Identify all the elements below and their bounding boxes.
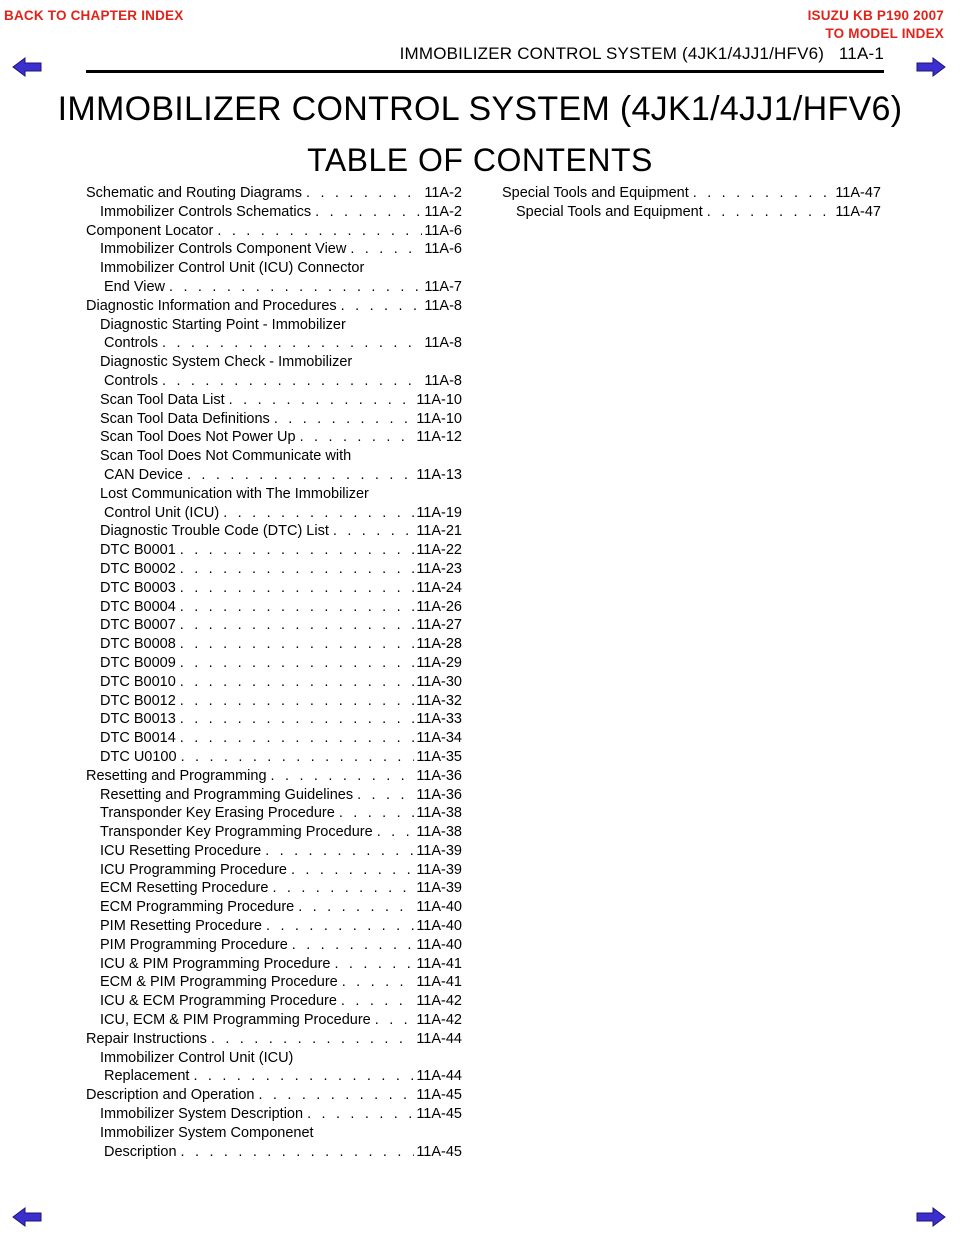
toc-entry-label: Description [104,1143,177,1160]
toc-entry[interactable] [86,222,462,241]
toc-leader-dots [342,973,415,992]
toc-entry-label: ECM & PIM Programming Procedure [100,974,338,991]
toc-entry[interactable] [86,1105,462,1124]
header-rule [86,70,884,73]
toc-entry-label: DTC B0013 [100,711,176,728]
toc-entry[interactable] [86,729,462,748]
toc-entry[interactable] [86,635,462,654]
back-to-chapter-index-link[interactable]: BACK TO CHAPTER INDEX [4,8,184,23]
toc-page-number: 11A-6 [424,222,462,239]
toc-entry[interactable] [86,560,462,579]
toc-page-number: 11A-41 [416,974,462,991]
toc-page-number: 11A-36 [416,767,462,784]
toc-entry-label: DTC B0014 [100,730,176,747]
toc-page-number: 11A-6 [424,241,462,258]
toc-entry-label: ICU, ECM & PIM Programming Procedure [100,1012,371,1029]
toc-leader-dots [181,748,415,767]
toc-entry[interactable] [86,466,462,485]
toc-entry-label: PIM Resetting Procedure [100,918,262,935]
toc-leader-dots [339,804,415,823]
toc-leader-dots [180,579,415,598]
toc-entry[interactable] [86,598,462,617]
toc-entry-label: DTC B0012 [100,692,176,709]
toc-entry-label: DTC B0009 [100,654,176,671]
toc-entry-label: ICU Resetting Procedure [100,842,262,859]
toc-entry-label: ECM Programming Procedure [100,899,295,916]
toc-leader-dots [180,673,415,692]
toc-leader-dots [180,692,415,711]
arrow-left-icon[interactable] [12,57,42,77]
toc-page-number: 11A-36 [416,786,462,803]
toc-leader-dots [180,598,415,617]
toc-leader-dots [211,1030,414,1049]
toc-leader-dots [187,466,414,485]
toc-entry-label: Immobilizer Controls Component View [100,241,347,258]
toc-entry-line: Immobilizer Control Unit (ICU) [100,1049,294,1066]
toc-page-number: 11A-30 [416,673,462,690]
toc-entry-label: Scan Tool Data List [100,391,225,408]
toc-leader-dots [357,786,414,805]
toc-entry-label: Diagnostic Trouble Code (DTC) List [100,523,329,540]
toc-left-column [86,184,462,1161]
toc-entry[interactable] [86,654,462,673]
toc-entry-label: Immobilizer Controls Schematics [100,203,312,220]
toc-page-number: 11A-40 [416,936,462,953]
toc-leader-dots [180,541,415,560]
toc-entry[interactable] [86,917,462,936]
toc-entry-label: ICU Programming Procedure [100,861,287,878]
toc-entry-label: Transponder Key Programming Procedure [100,824,373,841]
toc-entry[interactable] [86,616,462,635]
arrow-right-icon[interactable] [916,57,946,77]
toc-leader-dots [180,654,415,673]
toc-leader-dots [306,184,422,203]
toc-entry[interactable] [86,842,462,861]
toc-leader-dots [271,767,415,786]
toc-leader-dots [341,992,414,1011]
toc-entry-label: DTC B0008 [100,636,176,653]
toc-leader-dots [180,635,415,654]
toc-leader-dots [298,898,414,917]
toc-leader-dots [274,410,415,429]
toc-leader-dots [341,297,423,316]
toc-entry-label: Replacement [104,1068,190,1085]
toc-page-number: 11A-39 [416,842,462,859]
toc-entry-label: Transponder Key Erasing Procedure [100,805,335,822]
toc-page-number: 11A-40 [416,899,462,916]
arrow-left-icon[interactable] [12,1207,42,1227]
toc-leader-dots [180,560,415,579]
toc-entry[interactable] [86,1030,462,1049]
toc-page-number: 11A-42 [416,1012,462,1029]
toc-page-number: 11A-12 [416,429,462,446]
toc-entry[interactable] [86,391,462,410]
toc-page-number: 11A-38 [416,805,462,822]
toc-entry-label: End View [104,278,165,295]
toc-page-number: 11A-45 [416,1143,462,1160]
toc-page-number: 11A-29 [416,654,462,671]
toc-leader-dots [162,372,422,391]
toc-entry-label: CAN Device [104,466,183,483]
toc-entry[interactable] [86,936,462,955]
toc-entry[interactable] [86,278,462,297]
toc-entry[interactable] [86,541,462,560]
toc-leader-dots [350,240,422,259]
toc-entry-label: ECM Resetting Procedure [100,880,269,897]
toc-page-number: 11A-26 [416,598,462,615]
toc-leader-dots [272,879,414,898]
toc-leader-dots [292,936,415,955]
toc-entry[interactable] [86,1067,462,1086]
toc-entry-label: Resetting and Programming Guidelines [100,786,354,803]
toc-page-number: 11A-23 [416,560,462,577]
toc-entry-label: Scan Tool Does Not Power Up [100,429,296,446]
toc-leader-dots [265,842,414,861]
toc-page-number: 11A-44 [416,1030,462,1047]
toc-leader-dots [307,1105,414,1124]
toc-page-number: 11A-32 [416,692,462,709]
toc-leader-dots [707,203,834,222]
toc-leader-dots [693,184,834,203]
toc-leader-dots [377,823,415,842]
toc-entry-label: Immobilizer System Description [100,1106,304,1123]
toc-entry-label: DTC U0100 [100,748,177,765]
toc-entry-line: Lost Communication with The Immobilizer [100,485,369,502]
toc-entry-label: ICU & PIM Programming Procedure [100,955,331,972]
toc-entry[interactable] [86,1011,462,1030]
toc-entry-label: Control Unit (ICU) [104,504,220,521]
toc-entry-line: Diagnostic Starting Point - Immobilizer [100,316,346,333]
toc-entry-label: DTC B0007 [100,617,176,634]
toc-entry-line: Immobilizer Control Unit (ICU) Connector [100,260,365,277]
toc-leader-dots [266,917,414,936]
toc-page-number: 11A-39 [416,880,462,897]
toc-page-number: 11A-28 [416,636,462,653]
toc-entry-label: Component Locator [86,222,214,239]
to-model-index-link[interactable]: TO MODEL INDEX [825,26,944,41]
toc-entry[interactable] [86,748,462,767]
toc-leader-dots [291,861,414,880]
toc-leader-dots [300,428,415,447]
toc-page-number: 11A-35 [416,748,462,765]
toc-page-number: 11A-8 [424,297,462,314]
toc-entry[interactable] [86,804,462,823]
toc-page-number: 11A-22 [416,542,462,559]
arrow-right-icon[interactable] [916,1207,946,1227]
toc-entry-label: DTC B0002 [100,560,176,577]
page-title: IMMOBILIZER CONTROL SYSTEM (4JK1/4JJ1/HFV6) [57,90,903,128]
toc-right-column [502,184,881,222]
toc-page-number: 11A-34 [416,730,462,747]
toc-leader-dots [193,1067,414,1086]
toc-entry[interactable] [86,372,462,391]
toc-leader-dots [162,334,422,353]
toc-page-number: 11A-47 [835,185,881,201]
toc-page-number: 11A-41 [416,955,462,972]
toc-entry[interactable] [86,240,462,259]
toc-entry[interactable] [86,786,462,805]
toc-entry-label: DTC B0004 [100,598,176,615]
toc-entry-label: PIM Programming Procedure [100,936,288,953]
toc-leader-dots [169,278,422,297]
toc-entry-label: Repair Instructions [86,1030,207,1047]
toc-entry-label: Controls [104,335,158,352]
toc-entry-label: DTC B0001 [100,542,176,559]
toc-entry[interactable] [502,203,881,222]
toc-entry[interactable] [86,522,462,541]
toc-leader-dots [334,955,414,974]
toc-entry-label: Controls [104,372,158,389]
toc-page-number: 11A-47 [835,203,881,220]
toc-page-number: 11A-44 [416,1068,462,1085]
toc-page-number: 11A-8 [424,335,462,352]
toc-entry[interactable] [86,673,462,692]
toc-entry[interactable] [86,767,462,786]
toc-leader-dots [258,1086,414,1105]
toc-entry-label: Description and Operation [86,1087,255,1104]
toc-entry[interactable] [86,861,462,880]
toc-page-number: 11A-39 [416,861,462,878]
toc-page-number: 11A-45 [416,1087,462,1104]
toc-leader-dots [223,504,414,523]
toc-leader-dots [180,616,415,635]
toc-page-number: 11A-2 [424,185,462,201]
toc-entry-label: Special Tools and Equipment [502,185,689,201]
toc-leader-dots [180,710,415,729]
toc-entry[interactable] [86,410,462,429]
toc-entry[interactable] [502,184,881,203]
toc-entry-label: DTC B0003 [100,579,176,596]
toc-entry[interactable] [86,334,462,353]
toc-page-number: 11A-33 [416,711,462,728]
toc-leader-dots [315,203,422,222]
toc-page-number: 11A-8 [424,372,462,389]
toc-entry[interactable] [86,184,462,203]
toc-page-number: 11A-45 [416,1106,462,1123]
toc-page-number: 11A-38 [416,824,462,841]
toc-entry-label: Resetting and Programming [86,767,267,784]
toc-entry[interactable] [86,992,462,1011]
toc-page-number: 11A-42 [416,993,462,1010]
toc-entry-line: Diagnostic System Check - Immobilizer [100,354,353,371]
toc-page-number: 11A-13 [416,466,462,483]
toc-entry[interactable] [86,1086,462,1105]
toc-page-number: 11A-24 [416,579,462,596]
toc-page-number: 11A-2 [424,203,462,220]
toc-entry-line: Scan Tool Does Not Communicate with [100,448,352,465]
toc-entry[interactable] [86,710,462,729]
toc-entry[interactable] [86,1143,462,1162]
toc-leader-dots [229,391,415,410]
toc-leader-dots [333,522,414,541]
toc-heading: TABLE OF CONTENTS [307,142,653,178]
toc-entry[interactable] [86,504,462,523]
toc-entry[interactable] [86,823,462,842]
toc-entry[interactable] [86,955,462,974]
toc-leader-dots [217,222,422,241]
toc-entry[interactable] [86,297,462,316]
toc-entry[interactable] [86,898,462,917]
toc-entry-label: Diagnostic Information and Procedures [86,297,337,314]
toc-entry[interactable] [86,973,462,992]
toc-entry[interactable] [86,692,462,711]
running-header: IMMOBILIZER CONTROL SYSTEM (4JK1/4JJ1/HFV6) 11A-1 [399,44,884,63]
toc-page-number: 11A-27 [416,617,462,634]
toc-page-number: 11A-19 [416,504,462,521]
toc-entry[interactable] [86,203,462,222]
toc-entry-label: Scan Tool Data Definitions [100,410,270,427]
toc-leader-dots [180,729,415,748]
toc-page-number: 11A-7 [424,278,462,295]
toc-leader-dots [181,1143,415,1162]
toc-entry[interactable] [86,579,462,598]
toc-entry-line: Immobilizer System Componenet [100,1124,314,1141]
toc-entry-label: Special Tools and Equipment [516,203,703,220]
toc-entry-label: ICU & ECM Programming Procedure [100,993,337,1010]
toc-entry[interactable] [86,428,462,447]
toc-page-number: 11A-10 [416,391,462,408]
toc-entry[interactable] [86,879,462,898]
toc-page-number: 11A-40 [416,918,462,935]
toc-entry-label: DTC B0010 [100,673,176,690]
toc-entry-label: Schematic and Routing Diagrams [86,185,302,201]
toc-page-number: 11A-21 [416,523,462,540]
model-title: ISUZU KB P190 2007 [807,8,944,23]
toc-leader-dots [375,1011,415,1030]
toc-page-number: 11A-10 [416,410,462,427]
